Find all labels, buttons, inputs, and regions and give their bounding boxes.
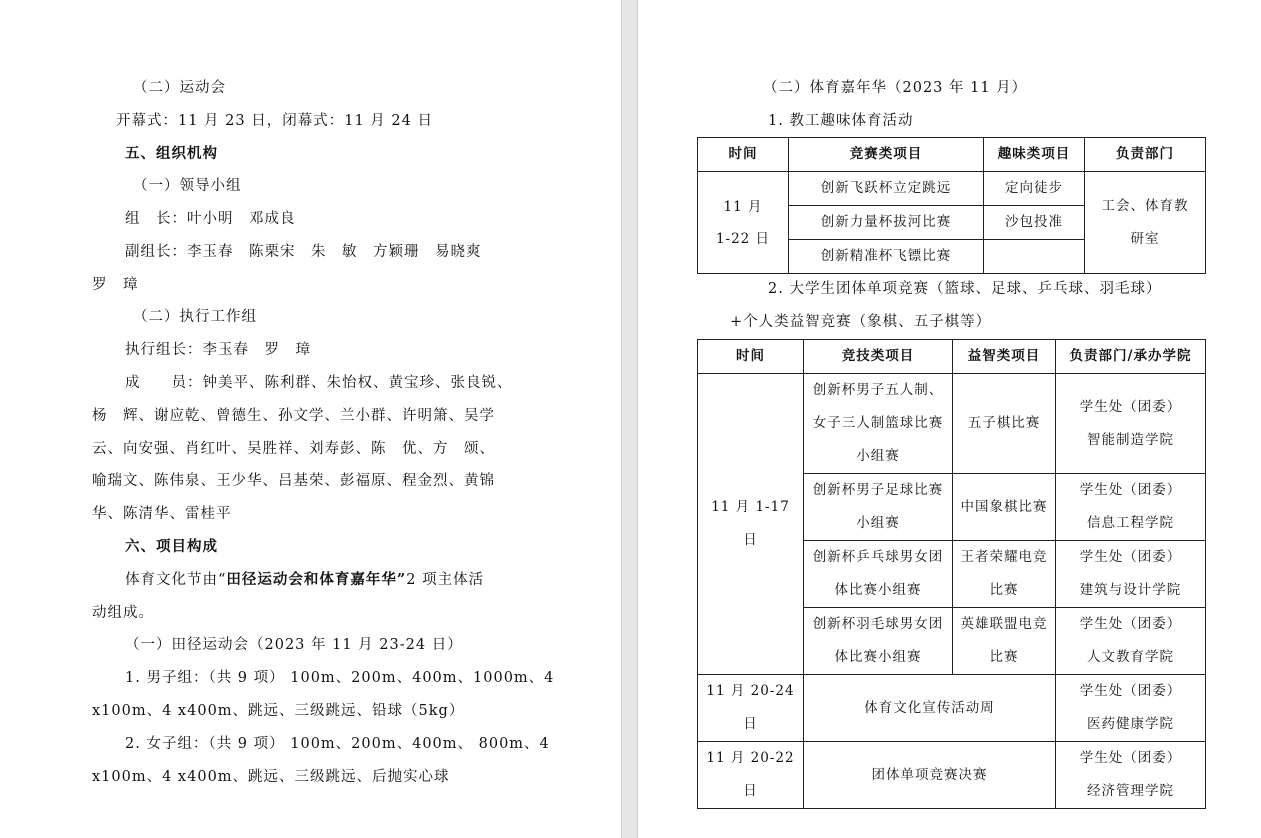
members-line-2: 杨 辉、谢应乾、曾德生、孙文学、兰小群、许明箫、吴学 [92,408,495,424]
deputy-leader-cont: 罗 璋 [92,277,139,293]
opening-closing-dates: 开幕式：11 月 23 日，闭幕式：11 月 24 日 [116,113,433,129]
sports-meet-heading: （二）运动会 [133,80,226,96]
members-line-1: 成 员：钟美平、陈利群、朱怡权、黄宝珍、张良锐、 [125,375,513,391]
t2-dept-3a: 学生处（团委） [1079,549,1182,565]
t2-puzzle-2: 中国象棋比赛 [953,474,1056,541]
org-structure-heading: 五、组织机构 [125,145,218,162]
t2-dept-6 [1056,742,1206,809]
project-intro-line-2: 动组成。 [92,605,154,621]
group-leader-line: 组 长：叶小明 邓成良 [125,211,296,227]
t1-comp-1: 创新飞跃杯立定跳远 [789,172,984,206]
members-line-3: 云、向安强、肖红叶、吴胜祥、刘寿彭、陈 优、方 颂、 [92,441,495,457]
t1-header-dept: 负责部门 [1085,138,1206,172]
members-line-4: 喻瑞文、陈伟泉、王少华、吕基荣、彭福原、程金烈、黄锦 [92,473,495,489]
deputy-leader-line: 副组长：李玉春 陈栗宋 朱 敏 方颖珊 易晓爽 [125,244,482,260]
t1-header-comp: 竞赛类项目 [789,138,984,172]
t2-event-3: 团体单项竞赛决赛 [804,742,1056,809]
t1-fun-3 [984,240,1085,274]
t1-fun-2: 沙包投准 [984,206,1085,240]
student-competition-cont: +个人类益智竞赛（象棋、五子棋等） [730,314,992,330]
t2-header-time: 时间 [698,340,804,374]
t2-dept-6b: 经济管理学院 [1087,783,1174,799]
project-intro-line-1 [125,570,484,590]
left-page [0,0,621,838]
women-events-line-2: x100m、4 x400m、跳远、三级跳远、后抛实心球 [92,769,450,785]
t2-comp-1: 创新杯男子五人制、女子三人制篮球比赛小组赛 [804,374,953,474]
page-gutter [621,0,638,838]
t2-time-1: 11 月 1-17 日 [698,374,804,675]
student-competition-heading: 2. 大学生团体单项竞赛（篮球、足球、乒乓球、羽毛球） [768,281,1162,297]
exec-group-heading: （二）执行工作组 [133,309,257,325]
t2-time-2: 11 月 20-24 日 [698,675,804,742]
t2-event-2: 体育文化宣传活动周 [804,675,1056,742]
t2-puzzle-3: 王者荣耀电竞比赛 [953,541,1056,608]
t2-puzzle-1: 五子棋比赛 [953,374,1056,474]
t1-fun-1: 定向徒步 [984,172,1085,206]
t1-comp-3: 创新精准杯飞镖比赛 [789,240,984,274]
t2-dept-5a: 学生处（团委） [1079,683,1182,699]
exec-leader-line: 执行组长：李玉春 罗 璋 [125,342,311,358]
men-events-line-1: 1. 男子组：（共 9 项） 100m、200m、400m、1000m、4 [125,670,555,686]
intro-text-a: 体育文化节由“ [125,572,227,588]
t2-dept-6a: 学生处（团委） [1079,750,1182,766]
carnival-heading: （二）体育嘉年华（2023 年 11 月） [763,80,1028,96]
t2-time-3: 11 月 20-22 日 [698,742,804,809]
t2-dept-3b: 建筑与设计学院 [1079,582,1182,598]
t2-dept-4b: 人文教育学院 [1087,649,1174,665]
intro-text-bold: 田径运动会和体育嘉年华” [226,571,407,588]
t2-comp-2: 创新杯男子足球比赛小组赛 [804,474,953,541]
t2-dept-1a: 学生处（团委） [1079,398,1182,415]
t2-dept-1b: 智能制造学院 [1087,431,1174,448]
t2-dept-5b: 医药健康学院 [1087,716,1174,732]
intro-text-c: 2 项主体活 [406,572,485,588]
t2-comp-4: 创新杯羽毛球男女团体比赛小组赛 [804,608,953,675]
t2-dept-3 [1056,541,1206,608]
t2-dept-5 [1056,675,1206,742]
t2-dept-4 [1056,608,1206,675]
t1-header-fun: 趣味类项目 [984,138,1085,172]
track-field-heading: （一）田径运动会（2023 年 11 月 23-24 日） [125,637,463,653]
t2-header-dept: 负责部门/承办学院 [1056,340,1206,374]
right-page [638,0,1261,838]
t2-dept-4a: 学生处（团委） [1079,616,1182,632]
t1-comp-2: 创新力量杯拔河比赛 [789,206,984,240]
t2-dept-2b: 信息工程学院 [1087,515,1174,531]
t1-dept: 工会、体育教研室 [1085,172,1206,274]
student-competition-table [697,339,1206,809]
project-composition-heading: 六、项目构成 [125,538,218,555]
leadership-group-heading: （一）领导小组 [133,178,242,194]
t2-puzzle-4: 英雄联盟电竞比赛 [953,608,1056,675]
t2-header-comp: 竞技类项目 [804,340,953,374]
t1-header-time: 时间 [698,138,789,172]
t2-header-puzzle: 益智类项目 [953,340,1056,374]
t2-comp-3: 创新杯乒乓球男女团体比赛小组赛 [804,541,953,608]
women-events-line-1: 2. 女子组：（共 9 项） 100m、200m、400m、 800m、4 [125,736,550,752]
t2-dept-1 [1056,374,1206,474]
men-events-line-2: x100m、4 x400m、跳远、三级跳远、铅球（5kg） [92,703,465,719]
t2-dept-2a: 学生处（团委） [1079,482,1182,498]
staff-activities-heading: 1. 教工趣味体育活动 [768,113,914,129]
t1-time: 11 月 1-22 日 [698,172,789,274]
members-line-5: 华、陈清华、雷桂平 [92,506,232,522]
t2-dept-2 [1056,474,1206,541]
staff-activities-table [697,137,1206,274]
